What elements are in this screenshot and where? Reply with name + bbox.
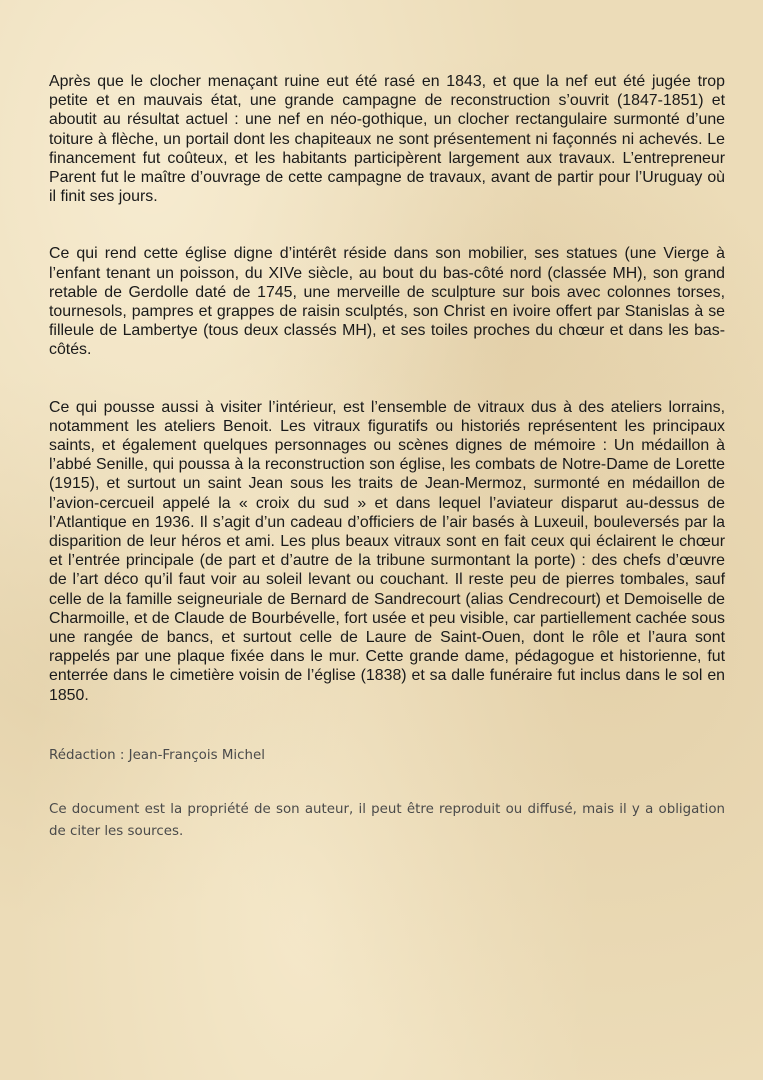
paragraph-stained-glass: Ce qui pousse aussi à visiter l’intérieur, est l’ensemble de vitraux dus à des ateliers lorrains, notamment les ateliers Benoit. Les vitraux figuratifs ou historiés représentent les principaux saints, et également quelques personnages ou scènes dignes de mémoire : Un médaillon à l’abbé Senille, qui poussa à la reconstruction son église, les combats de Notre-Dame de Lorette (1915), et surtout un saint Jean sous les traits de Jean-Mermoz, surmonté en médaillon de l’avion-cercueil appelé la « croix du sud » et dans lequel l’aviateur disparut au-dessus de l’Atlantique en 1936. Il s’agit d’un cadeau d’officiers de l’air basés à Luxeuil, bouleversés par la disparition de leur héros et ami. Les plus beaux vitraux sont en fait ceux qui éclairent le chœur et l’entrée principale (de part et d’autre de la tribune surmontant la porte) : des chefs d’œuvre de l’art déco qu’il faut voir au soleil levant ou couchant. Il reste peu de pierres tombales, sauf celle de la famille seigneuriale de Bernard de Sandrecourt (alias Cendrecourt) et Demoiselle de Charmoille, et de Claude de Bourbévelle, fort usée et peu visible, car partiellement cachée sous une rangée de bancs, et surtout celle de Laure de Saint-Ouen, dont le rôle et l’aura sont rappelés par une plaque fixée dans le mur. Cette grande dame, pédagogue et historienne, fut enterrée dans le cimetière voisin de l’église (1838) et sa dalle funéraire fut inclus dans le sol en 1850. [49,398,725,704]
paragraph-reconstruction: Après que le clocher menaçant ruine eut été rasé en 1843, et que la nef eut été jugée trop petite et en mauvais état, une grande campagne de reconstruction s’ouvrit (1847-1851) et aboutit au résultat actuel : une nef en néo-gothique, un clocher rectangulaire surmonté d’une toiture à flèche, un portail dont les chapiteaux ne sont présentement ni façonnés ni achevés. Le financement fut coûteux, et les habitants participèrent largement aux travaux. L’entrepreneur Parent fut le maître d’ouvrage de cette campagne de travaux, avant de partir pour l’Uruguay où il finit ses jours. [49,73,725,206]
copyright-notice: Ce document est la propriété de son auteur, il peut être reproduit ou diffusé, mais il y a obligation de citer les sources. [49,801,725,839]
paragraph-furniture: Ce qui rend cette église digne d’intérêt réside dans son mobilier, ses statues (une Vierge à l’enfant tenant un poisson, du XIVe siècle, au bout du bas-côté nord (classée MH), son grand retable de Gerdolle daté de 1745, une merveille de sculpture sur bois avec colonnes torses, tournesols, pampres et grappes de raisin sculptés, son Christ en ivoire offert par Stanislas à se filleule de Lambertye (tous deux classés MH), et ses toiles proches du chœur et dans les bas-côtés. [49,245,725,359]
author-credit: Rédaction : Jean-François Michel [49,747,265,763]
document-page [49,72,725,843]
